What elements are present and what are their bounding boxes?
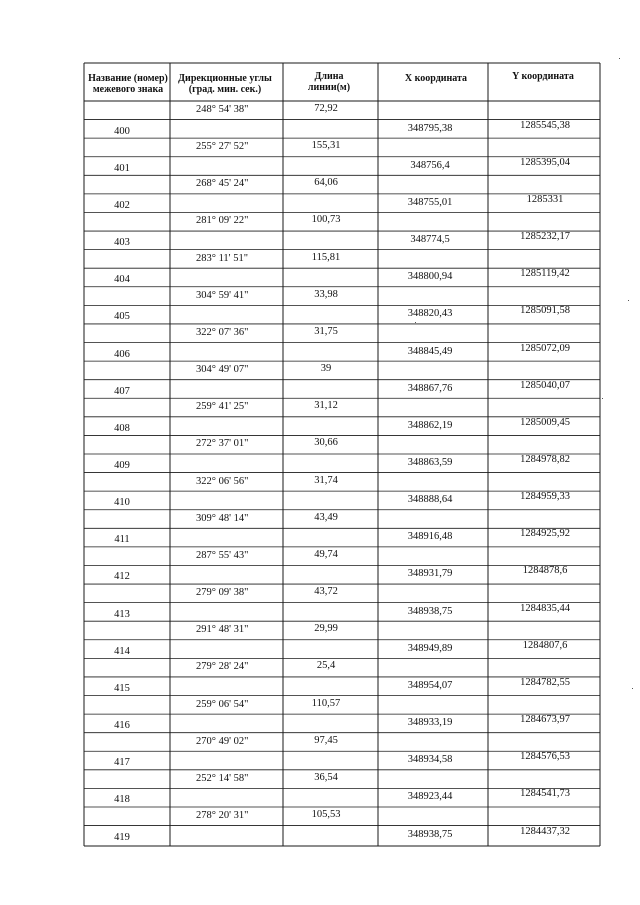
segment-length: 115,81 — [311, 251, 341, 263]
segment-length: 105,53 — [311, 808, 341, 820]
segment-length: 43,72 — [314, 586, 338, 598]
segment-length: 33,98 — [314, 288, 338, 300]
segment-angle: 259° 41' 25" — [196, 401, 249, 413]
point-name: 410 — [114, 497, 130, 509]
point-y-coordinate: 1285009,45 — [520, 416, 570, 428]
segment-length: 110,57 — [311, 697, 341, 709]
segment-angle: 283° 11' 51" — [196, 252, 248, 264]
point-x-coordinate: 348867,76 — [407, 382, 453, 394]
point-x-coordinate: 348755,01 — [407, 196, 453, 208]
segment-angle: 278° 20' 31" — [196, 809, 249, 821]
point-y-coordinate: 1285072,09 — [520, 342, 570, 354]
point-name: 407 — [114, 385, 130, 397]
segment-length: 49,74 — [314, 548, 338, 560]
segment-angle: 255° 27' 52" — [196, 141, 249, 153]
point-y-coordinate: 1284807,6 — [522, 639, 568, 651]
segment-length: 31,12 — [314, 400, 338, 412]
point-name: 415 — [114, 682, 130, 694]
point-y-coordinate: 1284925,92 — [520, 528, 570, 540]
segment-length: 97,45 — [314, 734, 338, 746]
point-x-coordinate: 348931,79 — [407, 568, 453, 580]
header-line-length: Длина линии(м) — [307, 71, 351, 93]
point-name: 417 — [114, 757, 130, 769]
point-name: 413 — [114, 608, 130, 620]
point-name: 414 — [114, 645, 130, 657]
point-y-coordinate: 1285545,38 — [520, 119, 570, 131]
point-x-coordinate: 348949,89 — [407, 642, 453, 654]
segment-length: 39 — [320, 363, 332, 375]
point-name: 404 — [114, 274, 130, 286]
point-name: 416 — [114, 720, 130, 732]
point-x-coordinate: 348795,38 — [407, 122, 453, 134]
point-y-coordinate: 1285395,04 — [520, 156, 570, 168]
point-x-coordinate: 348933,19 — [407, 717, 453, 729]
segment-angle: 279° 09' 38" — [196, 587, 249, 599]
point-y-coordinate: 1284437,32 — [520, 825, 570, 837]
segment-length: 25,4 — [316, 660, 336, 672]
point-name: 412 — [114, 571, 130, 583]
point-name: 402 — [114, 199, 130, 211]
segment-length: 100,73 — [311, 214, 341, 226]
point-name: 411 — [114, 534, 130, 546]
point-y-coordinate: 1285091,58 — [520, 305, 570, 317]
segment-angle: 268° 45' 24" — [196, 178, 249, 190]
segment-length: 64,06 — [314, 177, 338, 189]
segment-angle: 322° 07' 36" — [196, 326, 249, 338]
scan-speck — [602, 398, 603, 399]
point-name: 418 — [114, 794, 130, 806]
segment-length: 36,54 — [314, 771, 338, 783]
scan-speck — [628, 300, 629, 301]
point-x-coordinate: 348916,48 — [407, 531, 453, 543]
segment-angle: 279° 28' 24" — [196, 661, 249, 673]
point-x-coordinate: 348888,64 — [407, 494, 453, 506]
segment-length: 30,66 — [314, 437, 338, 449]
segment-angle: 304° 59' 41" — [196, 289, 249, 301]
segment-length: 43,49 — [314, 511, 338, 523]
segment-length: 31,75 — [314, 325, 338, 337]
scan-speck — [632, 688, 633, 689]
point-y-coordinate: 1284576,53 — [520, 751, 570, 763]
point-y-coordinate: 1285040,07 — [520, 379, 570, 391]
point-x-coordinate: 348938,75 — [407, 828, 453, 840]
segment-angle: 259° 06' 54" — [196, 698, 249, 710]
header-x-coordinate: X координата — [404, 73, 468, 84]
point-y-coordinate: 1284878,6 — [522, 565, 568, 577]
segment-angle: 304° 49' 07" — [196, 364, 249, 376]
header-point-name: Название (номер) межевого знака — [88, 73, 168, 95]
segment-angle: 252° 14' 58" — [196, 772, 249, 784]
segment-angle: 291° 48' 31" — [196, 624, 249, 636]
segment-length: 72,92 — [314, 103, 338, 114]
segment-angle: 322° 06' 56" — [196, 475, 249, 487]
segment-length: 29,99 — [314, 623, 338, 635]
segment-angle: 309° 48' 14" — [196, 512, 249, 524]
point-x-coordinate: 348863,59 — [407, 456, 453, 468]
scan-speck — [415, 322, 416, 323]
point-y-coordinate: 1284673,97 — [520, 714, 570, 726]
point-x-coordinate: 348862,19 — [407, 419, 453, 431]
point-y-coordinate: 1284978,82 — [520, 453, 570, 465]
point-x-coordinate: 348938,75 — [407, 605, 453, 617]
segment-angle: 281° 09' 22" — [196, 215, 249, 227]
point-name: 409 — [114, 459, 130, 471]
point-x-coordinate: 348820,43 — [407, 308, 453, 320]
point-x-coordinate: 348923,44 — [407, 791, 453, 803]
point-y-coordinate: 1285331 — [526, 193, 564, 205]
point-name: 401 — [114, 162, 130, 174]
segment-length: 31,74 — [314, 474, 338, 486]
point-name: 400 — [114, 125, 130, 137]
point-y-coordinate: 1284835,44 — [520, 602, 570, 614]
segment-angle: 272° 37' 01" — [196, 438, 249, 450]
point-x-coordinate: 348954,07 — [407, 679, 453, 691]
point-y-coordinate: 1284959,33 — [520, 491, 570, 503]
point-x-coordinate: 348845,49 — [407, 345, 453, 357]
point-x-coordinate: 348800,94 — [407, 271, 453, 283]
segment-angle: 270° 49' 02" — [196, 735, 249, 747]
point-name: 419 — [114, 831, 130, 843]
point-x-coordinate: 348774,5 — [410, 234, 450, 246]
point-x-coordinate: 348756,4 — [410, 159, 450, 171]
point-x-coordinate: 348934,58 — [407, 754, 453, 766]
point-y-coordinate: 1284782,55 — [520, 676, 570, 688]
point-y-coordinate: 1284541,73 — [520, 788, 570, 800]
header-y-coordinate: Y координата — [512, 71, 574, 82]
segment-angle: 248° 54' 38" — [196, 104, 249, 115]
header-direction-angle: Дирекционные углы (град. мин. сек.) — [178, 73, 272, 95]
point-name: 408 — [114, 422, 130, 434]
point-name: 403 — [114, 237, 130, 249]
segment-angle: 287° 55' 43" — [196, 549, 249, 561]
point-y-coordinate: 1285232,17 — [520, 231, 570, 243]
point-name: 406 — [114, 348, 130, 360]
segment-length: 155,31 — [311, 140, 341, 152]
point-y-coordinate: 1285119,42 — [520, 268, 570, 280]
scan-speck — [619, 58, 620, 59]
point-name: 405 — [114, 311, 130, 323]
